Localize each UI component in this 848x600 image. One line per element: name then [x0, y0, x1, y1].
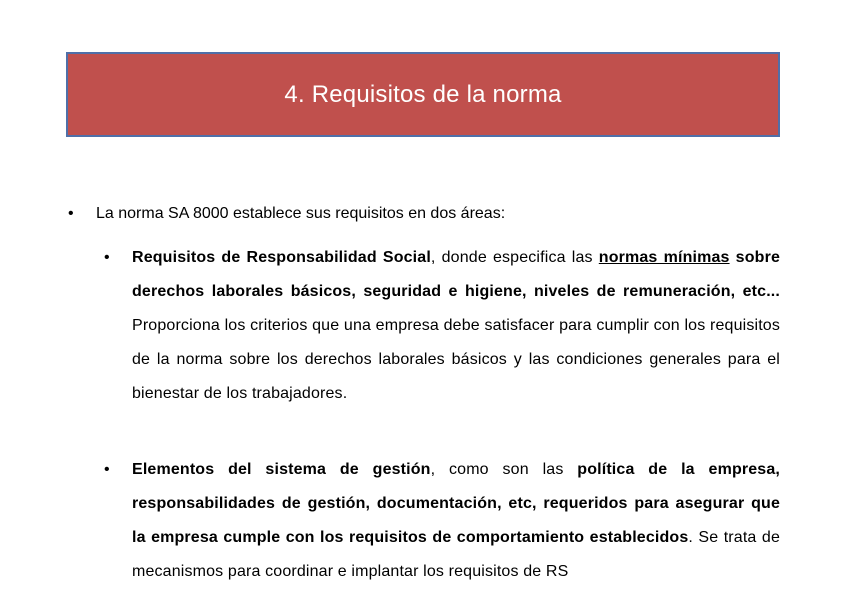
bullet-icon: • [68, 205, 74, 222]
item1-text-a: , donde especifica las [430, 249, 599, 266]
item2-text-c: . Se trata de mecanismos para coordinar e implantar los requisitos de RS [132, 529, 780, 580]
item2-bold-b: política de la empresa, responsabilidades de gestión, documentación, etc, requeridos para asegurar que la empresa cumple con los requisitos de comportamiento establecidos [132, 461, 780, 546]
item1-bold-b: sobre derechos laborales básicos, seguridad e higiene, niveles de remuneración, etc... [132, 249, 780, 300]
item1-underlined-bold: normas mínimas [598, 249, 730, 266]
slide-title: 4. Requisitos de la norma [284, 80, 562, 108]
intro-bullet [68, 203, 505, 225]
item2-bold-lead: Elementos del sistema de gestión [132, 461, 431, 478]
sub-bullet-management-system [104, 453, 780, 589]
item1-text-c: Proporciona los criterios que una empresa debe satisfacer para cumplir con los requisitos de la norma sobre los derechos laborales básicos y las condiciones generales para el bienestar de los trabajadores. [132, 317, 780, 402]
bullet-icon: • [104, 249, 110, 266]
social-requirements-paragraph [132, 241, 780, 411]
management-system-paragraph [132, 453, 780, 589]
bullet-icon: • [104, 461, 110, 478]
item2-text-a: , como son las [430, 461, 578, 478]
intro-text: La norma SA 8000 establece sus requisitos en dos áreas: [96, 205, 506, 222]
slide-title-banner [66, 52, 780, 137]
sub-bullet-social-requirements [104, 241, 780, 411]
item1-bold-lead: Requisitos de Responsabilidad Social [132, 249, 431, 266]
